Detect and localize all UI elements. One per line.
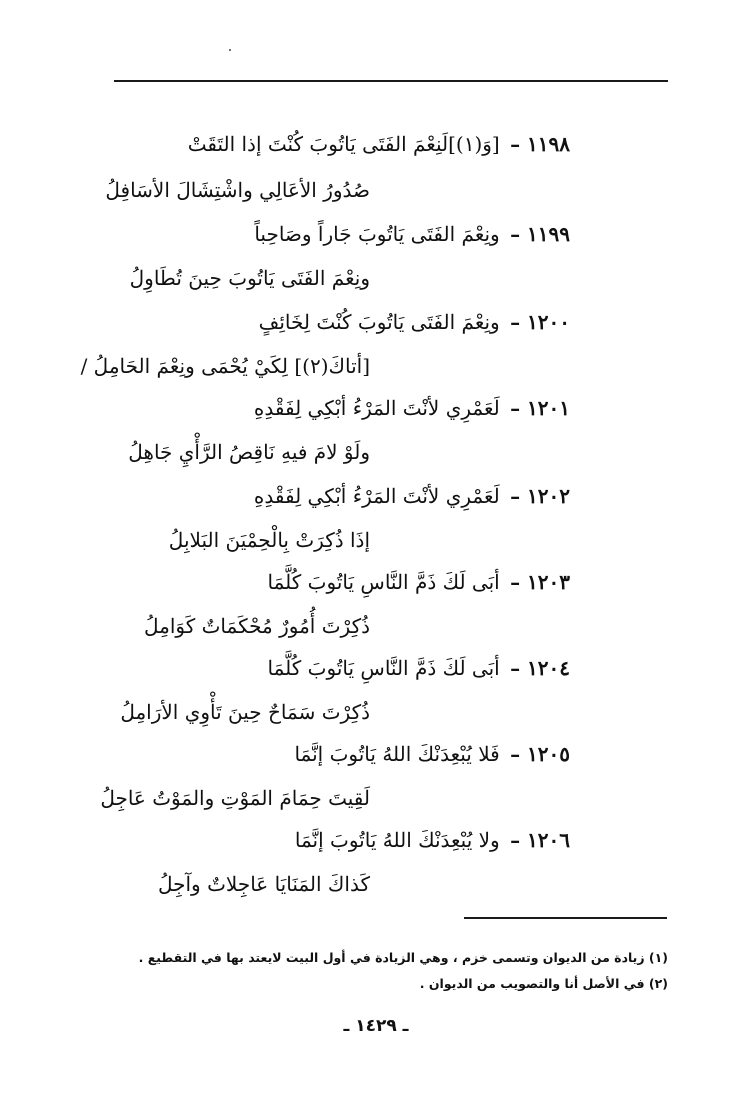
verse-number: ١٢٠٠ – — [510, 310, 570, 334]
hemistich-text: لَعَمْرِي لأنْتَ المَرْءُ أبْكِي لِفَقْدِهِ — [253, 396, 500, 420]
verse-number: ١٢٠١ – — [510, 396, 570, 420]
verse-1203-second-hemistich: ذُكِرْتَ أُمُورٌ مُحْكَمَاتٌ كَوَامِلُ — [143, 614, 370, 638]
verse-1199-second-hemistich: ونِعْمَ الفَتَى يَاتُوبَ حِينَ تُطَاوِلُ — [129, 266, 370, 290]
page-number: ـ ١٤٢٩ ـ — [343, 1016, 409, 1036]
hemistich-text: أبَى لَكَ ذَمَّ النَّاسِ يَاتُوبَ كُلَّمَا — [267, 570, 500, 594]
footnote-1: (١) زيادة من الديوان وتسمى خزم ، وهي الزيادة في أول البيت لايعتد بها في التقطيع . — [138, 950, 668, 965]
verse-1205-first-hemistich — [294, 740, 570, 768]
verse-1202-second-hemistich: إذَا ذُكِرَتْ بِالْحِمْيَنَ البَلابِلُ — [168, 528, 370, 552]
verse-1203-first-hemistich — [268, 568, 571, 596]
verse-number: ١٢٠٥ – — [510, 742, 570, 766]
header-rule — [114, 80, 668, 82]
hemistich-text: [وَ(١)]لَنِعْمَ الفَتَى يَاتُوبَ كُنْتَ إذا التَقَتْ — [187, 132, 500, 156]
verse-1204-second-hemistich: ذُكِرْتَ سَمَاحٌ حِينَ تَأْوِي الأرَامِلُ — [120, 700, 370, 724]
verse-1205-second-hemistich: لَقِيتَ حِمَامَ المَوْتِ والمَوْتُ عَاجِلُ — [100, 786, 370, 810]
verse-1201-second-hemistich: ولَوْ لامَ فيهِ نَاقِصُ الرَّأْيِ جَاهِلُ — [128, 440, 370, 464]
hemistich-text: ونِعْمَ الفَتَى يَاتُوبَ كُنْتَ لِخَائِفٍ — [258, 310, 500, 334]
verse-1198-second-hemistich: صُدُورُ الأعَالِي واشْتِشَالَ الأسَافِلُ — [105, 178, 370, 202]
verse-number: ١٢٠٦ – — [510, 828, 570, 852]
verse-number: ١١٩٩ – — [510, 222, 570, 246]
verse-number: ١٢٠٢ – — [510, 484, 570, 508]
verse-1201-first-hemistich — [254, 394, 570, 422]
verse-number: ١٢٠٤ – — [510, 656, 570, 680]
hemistich-text: لَعَمْرِي لأنْتَ المَرْءُ أبْكِي لِفَقْدِهِ — [253, 484, 500, 508]
hemistich-text: ونِعْمَ الفَتَى يَاتُوبَ جَاراً وصَاحِباً — [254, 222, 500, 246]
verse-1198-first-hemistich — [188, 130, 570, 158]
hemistich-text: فَلا يُبْعِدَنْكَ اللهُ يَاتُوبَ إنَّمَا — [294, 742, 500, 766]
verse-1206-second-hemistich: كَذاكَ المَنَايَا عَاجِلاتٌ وآجِلُ — [157, 872, 370, 896]
verse-1200-first-hemistich — [259, 308, 570, 336]
stray-mark — [229, 49, 231, 51]
hemistich-text: أبَى لَكَ ذَمَّ النَّاسِ يَاتُوبَ كُلَّمَا — [267, 656, 500, 680]
verse-number: ١١٩٨ – — [510, 132, 570, 156]
hemistich-text: ولا يُبْعِدَنْكَ اللهُ يَاتُوبَ إنَّمَا — [294, 828, 500, 852]
verse-number: ١٢٠٣ – — [510, 570, 570, 594]
footnote-rule — [464, 917, 667, 919]
verse-1204-first-hemistich — [268, 654, 571, 682]
verse-1199-first-hemistich — [254, 220, 570, 248]
verse-1206-first-hemistich — [295, 826, 570, 854]
verse-1202-first-hemistich — [254, 482, 570, 510]
verse-1200-second-hemistich: [أتاكَ(٢)] لِكَيْ يُحْمَى ونِعْمَ الحَامِلُ / — [80, 354, 370, 378]
footnote-2: (٢) في الأصل أنا والتصويب من الديوان . — [419, 976, 668, 991]
